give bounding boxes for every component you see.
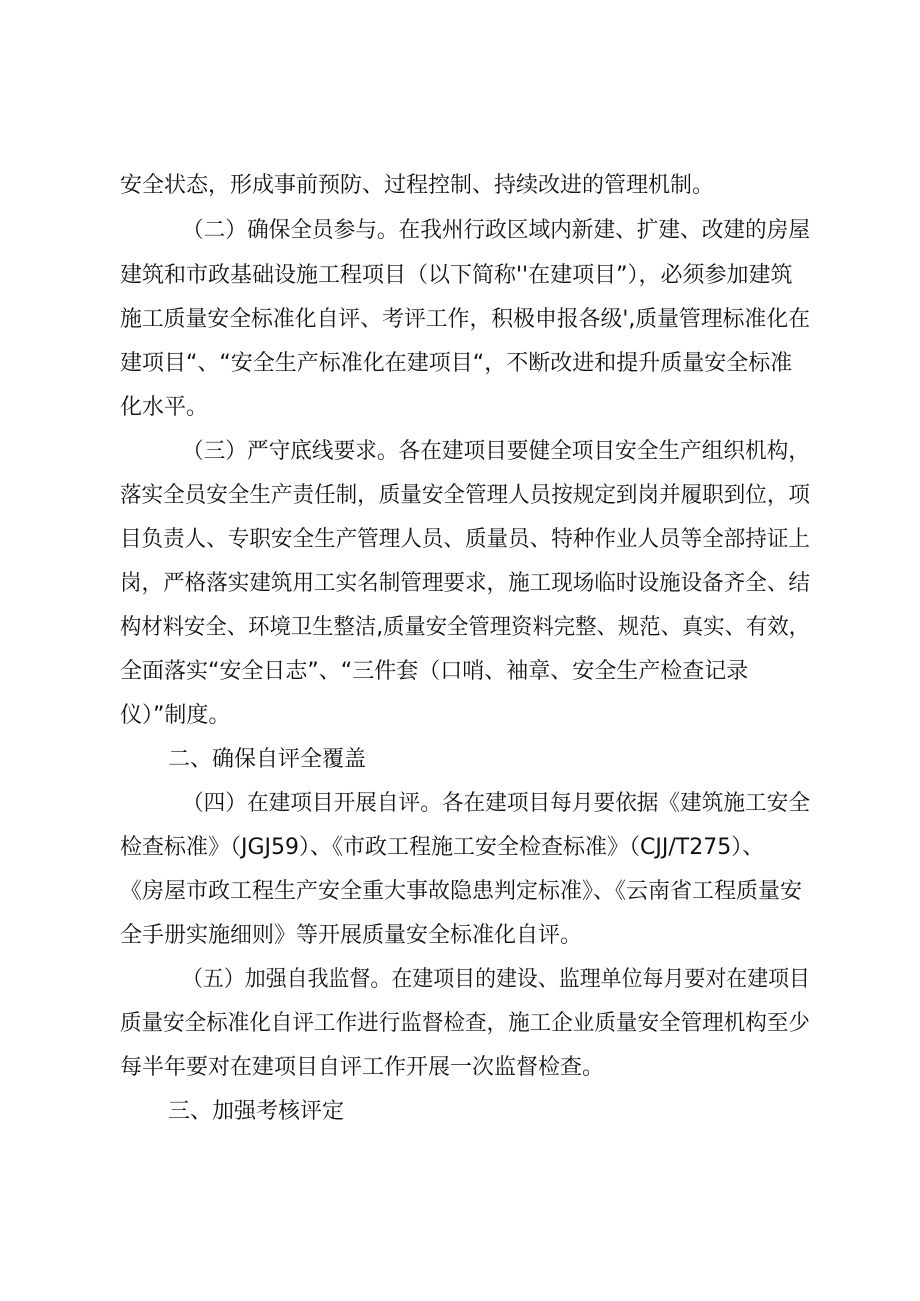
text-line: 构材料安全、环境卫生整洁,质量安全管理资料完整、规范、真实、有效，: [120, 615, 811, 640]
text-line: 落实全员安全生产责任制，质量安全管理人员按规定到岗并履职到位，项: [120, 483, 811, 508]
section-heading: 三、加强考核评定: [168, 1099, 345, 1124]
text-line: 施工质量安全标准化自评、考评工作，积极申报各级',质量管理标准化在: [120, 307, 811, 332]
text-line: 全手册实施细则》等开展质量安全标准化自评。: [120, 923, 583, 948]
text-line: 岗，严格落实建筑用工实名制管理要求，施工现场临时设施设备齐全、结: [120, 571, 811, 596]
text-line: 目负责人、专职安全生产管理人员、质量员、特种作业人员等全部持证上: [120, 527, 811, 552]
text-line: 质量安全标准化自评工作进行监督检查，施工企业质量安全管理机构至少: [120, 1011, 811, 1036]
text-line: 化水平。: [120, 395, 209, 420]
text-line: 《房屋市政工程生产安全重大事故隐患判定标准》、《云南省工程质量安: [120, 879, 803, 904]
text-line: 建筑和市政基础设施工程项目（以下简称''在建项目”），必须参加建筑: [120, 263, 793, 288]
section-heading: 二、确保自评全覆盖: [168, 747, 367, 772]
text-line: 每半年要对在建项目自评工作开展一次监督检查。: [120, 1055, 605, 1080]
text-line: 全面落实“安全日志”、“三件套（口哨、袖章、安全生产检查记录: [120, 659, 749, 684]
text-line: 建项目“、“安全生产标准化在建项目“，不断改进和提升质量安全标准: [120, 351, 793, 376]
text-line: 安全状态，形成事前预防、过程控制、持续改进的管理机制。: [120, 173, 715, 198]
text-line: （四）在建项目开展自评。各在建项目每月要依据《建筑施工安全: [182, 791, 810, 816]
text-line: （五）加强自我监督。在建项目的建设、监理单位每月要对在建项目: [182, 967, 811, 992]
text-line: （三）严守底线要求。各在建项目要健全项目安全生产组织机构，: [182, 439, 810, 464]
text-line: 仪）”制度。: [120, 703, 231, 728]
text-line: 检查标准》（JGJ59）、《市政工程施工安全检查标准》（CJJ/T275）、: [120, 835, 765, 860]
text-line: （二）确保全员参与。在我州行政区域内新建、扩建、改建的房屋: [182, 218, 810, 243]
